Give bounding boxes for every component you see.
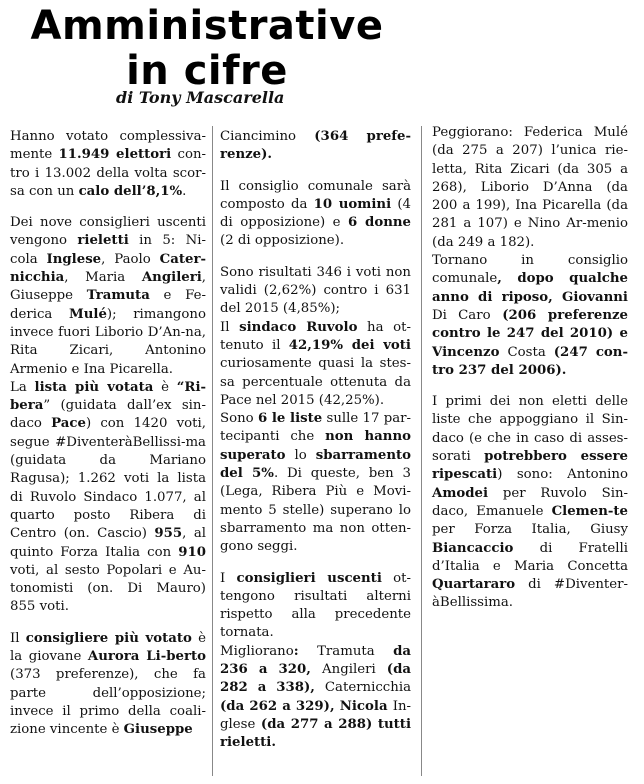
bold-text: Tramuta — [86, 288, 150, 304]
text: Tornano in consiglio comunale — [432, 253, 628, 287]
paragraph — [10, 379, 206, 617]
text: Sono — [220, 411, 258, 427]
text: curiosamente quasi la stes-sa percentuale ottenuta da Pace nel 2015 (42,25%). — [220, 356, 411, 408]
paragraph — [220, 264, 411, 319]
bold-text: (206 preferenze contro le 247 del 2010) e Vincenzo — [432, 307, 628, 360]
paragraph — [432, 393, 628, 613]
text: per Forza Italia, Giusy — [432, 522, 628, 538]
bold-text: sindaco Ruvolo — [239, 319, 358, 335]
bold-text: (364 prefe-renze). — [220, 129, 411, 163]
text: , al quinto Forza Italia con — [10, 526, 207, 560]
title-line-1: Amministrative — [30, 3, 384, 49]
text: Migliorano — [220, 643, 294, 659]
article-title — [0, 4, 414, 94]
text: I primi dei non eletti delle liste che appoggiano il Sin-daco (e che in caso di asses-sorati — [432, 394, 628, 465]
bold-text: 6 le liste — [257, 411, 323, 427]
bold-text: 955 — [154, 526, 183, 542]
bold-text: calo dell’8,1% — [78, 183, 183, 199]
text: ” (guidata dall’ex sin-daco — [10, 398, 206, 432]
text: ) con 1420 voti, segue #DiventeràBellissi-ma (guidata da Mariano Ragusa); 1.262 voti la lista di Ruvolo Sindaco 1.077, al quarto posto Ribera di Centro (on. Cascio) — [10, 416, 206, 542]
bold-text: Aurora Li-berto — [87, 649, 206, 665]
text: Il consiglio comunale sarà composto da — [220, 178, 411, 212]
text: In-glese — [220, 698, 411, 732]
paragraph — [220, 570, 411, 643]
text: ot-tengono risultati alterni rispetto alla precedente tornata. — [220, 570, 411, 641]
text: Di Caro — [432, 307, 491, 323]
text: voti, al sesto Popolari e Au-tonomisti (on. Di Mauro) 855 voti. — [10, 562, 206, 615]
title-line-2: in cifre — [126, 48, 288, 94]
text: , Paolo — [101, 251, 160, 267]
paragraph — [10, 128, 206, 201]
bold-text: (247 con-tro 237 del 2006). — [432, 344, 628, 378]
bold-text: (da 282 a 338), — [220, 662, 411, 696]
byline: di Tony Mascarella — [116, 88, 285, 107]
bold-text: consigliere più votato — [25, 630, 192, 646]
text: Caternicchia — [324, 680, 411, 696]
text: ); rimangono invece fuori Liborio D’An-na, Rita Zicari, Antonino Armenio e Ina Picarella. — [10, 306, 206, 377]
bold-text: 11.949 elettori — [58, 147, 172, 163]
bold-text: Clemen-te — [551, 503, 628, 519]
text: con-tro i 13.002 della volta scor-sa con un — [10, 147, 207, 199]
bold-text: Inglese — [46, 251, 102, 267]
text: (2 di opposizione). — [220, 233, 345, 249]
text: Angileri — [322, 662, 376, 678]
text: ) sono: Antonino — [497, 467, 628, 483]
text: Costa — [507, 344, 546, 360]
paragraph — [432, 252, 628, 380]
text: Il — [220, 319, 240, 335]
text: di #Diventer-àBellissima. — [432, 577, 628, 611]
column-divider — [421, 126, 422, 776]
bold-text: Amodei — [432, 485, 489, 501]
bold-text: Angileri — [141, 270, 202, 286]
text: Sono risultati 346 i voti non validi (2,62%) contro i 631 del 2015 (4,85%); — [220, 264, 411, 317]
text: è la giovane — [10, 630, 207, 665]
text: e Fe-derica — [10, 288, 206, 322]
bold-text: : — [293, 643, 318, 659]
bold-text: (da 277 a 288) tutti rieletti. — [220, 716, 411, 751]
paragraph — [220, 128, 411, 165]
bold-text: 6 donne — [347, 215, 412, 231]
text: per Ruvolo Sin-daco, Emanuele — [432, 485, 628, 519]
text: (373 preferenze), che fa parte dell’opposizione; invece il primo della coali-zione vincente è — [10, 667, 206, 738]
paragraph — [220, 643, 411, 753]
text: in 5: Ni-cola — [10, 233, 206, 267]
bold-text: potrebbero essere ripescati — [432, 449, 628, 483]
paragraph — [220, 319, 411, 410]
text: Ciancimino — [220, 129, 297, 144]
text: è — [153, 379, 177, 395]
bold-text: Pace — [51, 416, 86, 432]
bold-text: consiglieri uscenti — [236, 570, 382, 586]
bold-text: Biancaccio — [432, 540, 514, 556]
bold-text: sbarramento del 5% — [220, 447, 411, 482]
text: I — [220, 570, 237, 586]
bold-text: Giuseppe — [123, 722, 193, 738]
paragraph — [220, 410, 411, 556]
text: sulle 17 par-tecipanti che — [220, 411, 411, 445]
bold-text: , dopo qualche anno di riposo, Giovanni — [432, 271, 628, 305]
bold-text: Cater-nicchia — [10, 251, 206, 286]
bold-text: Quartararo — [432, 577, 516, 593]
text: di Fratelli d’Italia e Maria Concetta — [432, 540, 628, 574]
text: Il — [10, 630, 26, 646]
bold-text: Mulé — [69, 306, 107, 322]
bold-text: “Ri-bera — [10, 379, 207, 414]
text: , Giuseppe — [10, 270, 206, 304]
paragraph — [220, 178, 411, 251]
text: . Di queste, ben 3 (Lega, Ribera Più e Movi-mento 5 stelle) superano lo sbarramento ma non otten-gono seggi. — [220, 466, 411, 555]
text: Dei nove consiglieri uscenti vengono — [10, 215, 206, 249]
text: lo — [285, 447, 316, 463]
text: . — [182, 183, 187, 199]
column-divider — [212, 126, 213, 776]
text: Tramuta — [317, 643, 375, 659]
paragraph — [10, 214, 206, 379]
bold-text: 910 — [178, 544, 206, 560]
bold-text: (da 262 a 329), Nicola — [220, 698, 393, 714]
text: Peggiorano: Federica Mulé (da 275 a 207) l’unica rie-letta, Rita Zicari (da 305 a 268), Liborio D’Anna (da 200 a 199), Ina Picarella (da 281 a 107) e Nino Ar-menio (da 249 a 182). — [432, 125, 628, 250]
bold-text: non hanno superato — [220, 429, 411, 463]
bold-text: da 236 a 320, — [220, 643, 411, 678]
bold-text: lista più votata — [34, 379, 154, 395]
text: La — [10, 379, 35, 395]
text: Hanno votato complessiva-mente — [10, 129, 206, 163]
paragraph — [432, 124, 628, 252]
paragraph — [10, 630, 206, 740]
bold-text: 10 uomini — [313, 196, 392, 212]
text: (4 di opposizione) e — [220, 196, 411, 231]
text: , Maria — [64, 270, 142, 286]
column-2 — [220, 128, 411, 766]
column-1 — [10, 128, 206, 753]
text: ha ot-tenuto il — [220, 319, 411, 353]
bold-text: 42,19% dei voti — [288, 337, 411, 353]
column-3 — [432, 124, 628, 626]
bold-text: rieletti — [77, 233, 129, 249]
